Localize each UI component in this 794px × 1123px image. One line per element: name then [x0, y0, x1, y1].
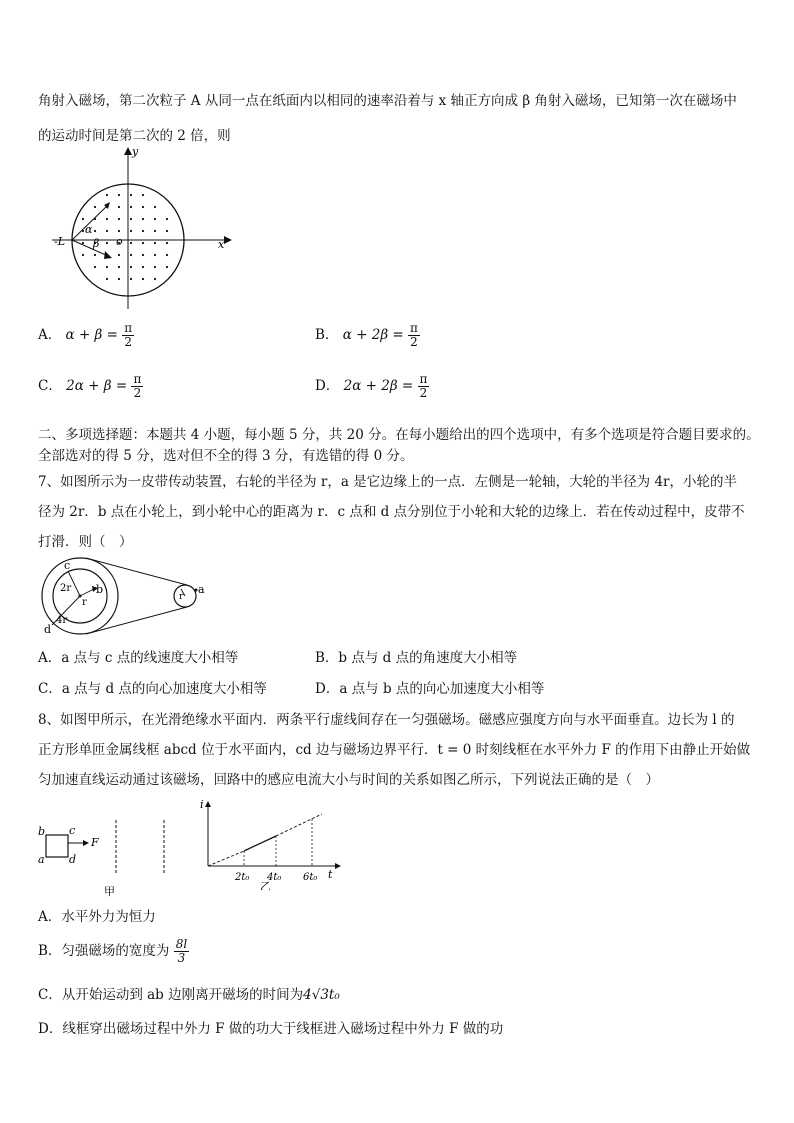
section2-instructions-line1: 二、多项选择题：本题共 4 小题，每小题 5 分，共 20 分。在每小题给出的四个选项中，有多个选项是符合题目要求的。 — [38, 427, 760, 443]
field-dot — [82, 218, 84, 220]
point-b-label: b — [96, 583, 104, 596]
field-dot — [130, 254, 132, 256]
radius-r-label: r — [82, 597, 87, 608]
field-dot — [106, 218, 108, 220]
corner-a-label: a — [38, 853, 45, 866]
field-dot — [154, 254, 156, 256]
field-dot — [106, 278, 108, 280]
field-dot — [154, 230, 156, 232]
q7-belt-drive-figure — [38, 555, 218, 635]
field-dot — [130, 194, 132, 196]
field-dot — [130, 278, 132, 280]
q6-option-b[interactable]: B． α + 2β = $\frac{\pi}{2}$ — [315, 321, 418, 349]
field-dot — [118, 218, 120, 220]
field-dot — [166, 254, 168, 256]
q8-figure-jia — [38, 815, 188, 900]
corner-b-label: b — [38, 825, 46, 838]
field-dot — [166, 242, 168, 244]
q6-text-line2: 的运动时间是第二次的 2 倍，则 — [38, 128, 231, 144]
neg-l-label: -L — [54, 235, 66, 248]
tick-2t0: 2t₀ — [235, 872, 250, 883]
field-dot — [130, 230, 132, 232]
field-dot — [106, 266, 108, 268]
field-dot — [166, 218, 168, 220]
q8-option-d[interactable]: D．线框穿出磁场过程中外力 F 做的功大于线框进入磁场过程中外力 F 做的功 — [38, 1021, 504, 1037]
q8-text-line3: 匀加速直线运动通过该磁场，回路中的感应电流大小与时间的关系如图乙所示，下列说法正确的是（ ） — [38, 772, 659, 788]
q8-option-a[interactable]: A．水平外力为恒力 — [38, 909, 156, 925]
q8-option-b[interactable]: B．匀强磁场的宽度为 $\frac{8l}{3}$ — [38, 937, 188, 965]
x-axis-label: x — [218, 238, 225, 251]
q7-text-line3: 打滑．则（ ） — [38, 534, 133, 550]
field-dot — [106, 194, 108, 196]
field-dot — [118, 230, 120, 232]
figure-jia-caption: 甲 — [104, 885, 115, 898]
field-dot — [82, 254, 84, 256]
corner-d-label: d — [69, 853, 77, 866]
q7-text-line2: 径为 2r．b 点在小轮上，到小轮中心的距离为 r．c 点和 d 点分别位于小轮和大轮的边缘上．若在传动过程中，皮带不 — [38, 504, 745, 520]
field-dot — [106, 230, 108, 232]
field-dot — [94, 230, 96, 232]
q6-option-c[interactable]: C． 2α + β = $\frac{\pi}{2}$ — [38, 372, 142, 400]
origin-label: o — [116, 235, 123, 248]
radius-2r-label: 2r — [60, 583, 72, 594]
fraction: $\frac{\pi}{2}$ — [133, 372, 142, 400]
q8-figure-yi-graph — [198, 798, 348, 890]
section2-instructions-line2: 全部选对的得 5 分，选对但不全的得 3 分，有选错的得 0 分。 — [38, 448, 414, 464]
q8-text-line2: 正方形单匝金属线框 abcd 位于水平面内，cd 边与磁场边界平行．t = 0 时刻线框在水平外力 F 的作用下由静止开始做 — [38, 742, 751, 758]
field-dot — [118, 266, 120, 268]
field-dot — [154, 242, 156, 244]
q8-option-c[interactable]: C．从开始运动到 ab 边刚离开磁场的时间为4√3t₀ — [38, 987, 340, 1003]
field-dot — [154, 218, 156, 220]
field-dot — [118, 194, 120, 196]
fraction: $\frac{8l}{3}$ — [175, 937, 188, 965]
field-dot — [142, 206, 144, 208]
point-a-label: a — [198, 583, 205, 596]
fraction: $\frac{\pi}{2}$ — [419, 372, 428, 400]
time-axis-label: t — [328, 868, 333, 881]
field-dot — [142, 254, 144, 256]
field-dot — [130, 206, 132, 208]
field-dot — [94, 206, 96, 208]
field-dot — [142, 242, 144, 244]
q6-option-d[interactable]: D． 2α + 2β = $\frac{\pi}{2}$ — [315, 372, 428, 400]
field-dot — [130, 218, 132, 220]
alpha-label: α — [85, 223, 93, 236]
field-dot — [154, 278, 156, 280]
fraction: $\frac{\pi}{2}$ — [124, 321, 133, 349]
field-dot — [142, 194, 144, 196]
current-axis-label: i — [200, 798, 204, 811]
field-dot — [166, 266, 168, 268]
q7-option-a[interactable]: A．a 点与 c 点的线速度大小相等 — [38, 650, 239, 666]
q7-option-b[interactable]: B．b 点与 d 点的角速度大小相等 — [315, 650, 518, 666]
q6-option-a[interactable]: A． α + β = $\frac{\pi}{2}$ — [38, 321, 133, 349]
field-dot — [82, 242, 84, 244]
field-dot — [94, 254, 96, 256]
field-dot — [94, 266, 96, 268]
beta-label: β — [93, 237, 100, 250]
field-dot — [142, 218, 144, 220]
q6-text-line1: 角射入磁场，第二次粒子 A 从同一点在纸面内以相同的速率沿着与 x 轴正方向成 β 角射入磁场，已知第一次在磁场中 — [38, 93, 737, 109]
field-dot — [118, 278, 120, 280]
tick-4t0: 4t₀ — [267, 872, 282, 883]
field-dot — [142, 278, 144, 280]
field-dot — [142, 230, 144, 232]
field-dot — [142, 266, 144, 268]
q7-option-c[interactable]: C．a 点与 d 点的向心加速度大小相等 — [38, 681, 267, 697]
point-d-label: d — [44, 623, 52, 635]
tick-6t0: 6t₀ — [303, 872, 318, 883]
figure-yi-caption: 乙 — [260, 880, 271, 890]
q6-magnetic-field-figure — [50, 143, 240, 313]
field-dot — [154, 266, 156, 268]
field-dot — [154, 206, 156, 208]
q7-text-line1: 7、如图所示为一皮带传动装置，右轮的半径为 r，a 是它边缘上的一点．左侧是一轮轴，大轮的半径为 4r，小轮的半 — [38, 474, 738, 490]
corner-c-label: c — [69, 824, 76, 837]
q8-text-line1: 8、如图甲所示，在光滑绝缘水平面内．两条平行虚线间存在一匀强磁场。磁感应强度方向与水平面垂直。边长为 l 的 — [38, 712, 735, 728]
point-c-label: c — [64, 559, 71, 572]
field-dot — [106, 242, 108, 244]
radius-small-r-label: r — [179, 592, 184, 602]
q7-option-d[interactable]: D．a 点与 b 点的向心加速度大小相等 — [315, 681, 545, 697]
field-dot — [166, 230, 168, 232]
force-f-label: F — [91, 836, 99, 849]
radius-4r-label: 4r — [56, 615, 68, 626]
field-dot — [118, 254, 120, 256]
field-dot — [130, 266, 132, 268]
field-dot — [130, 242, 132, 244]
y-axis-label: y — [132, 145, 139, 158]
fraction: $\frac{\pi}{2}$ — [410, 321, 418, 349]
field-dot — [118, 206, 120, 208]
